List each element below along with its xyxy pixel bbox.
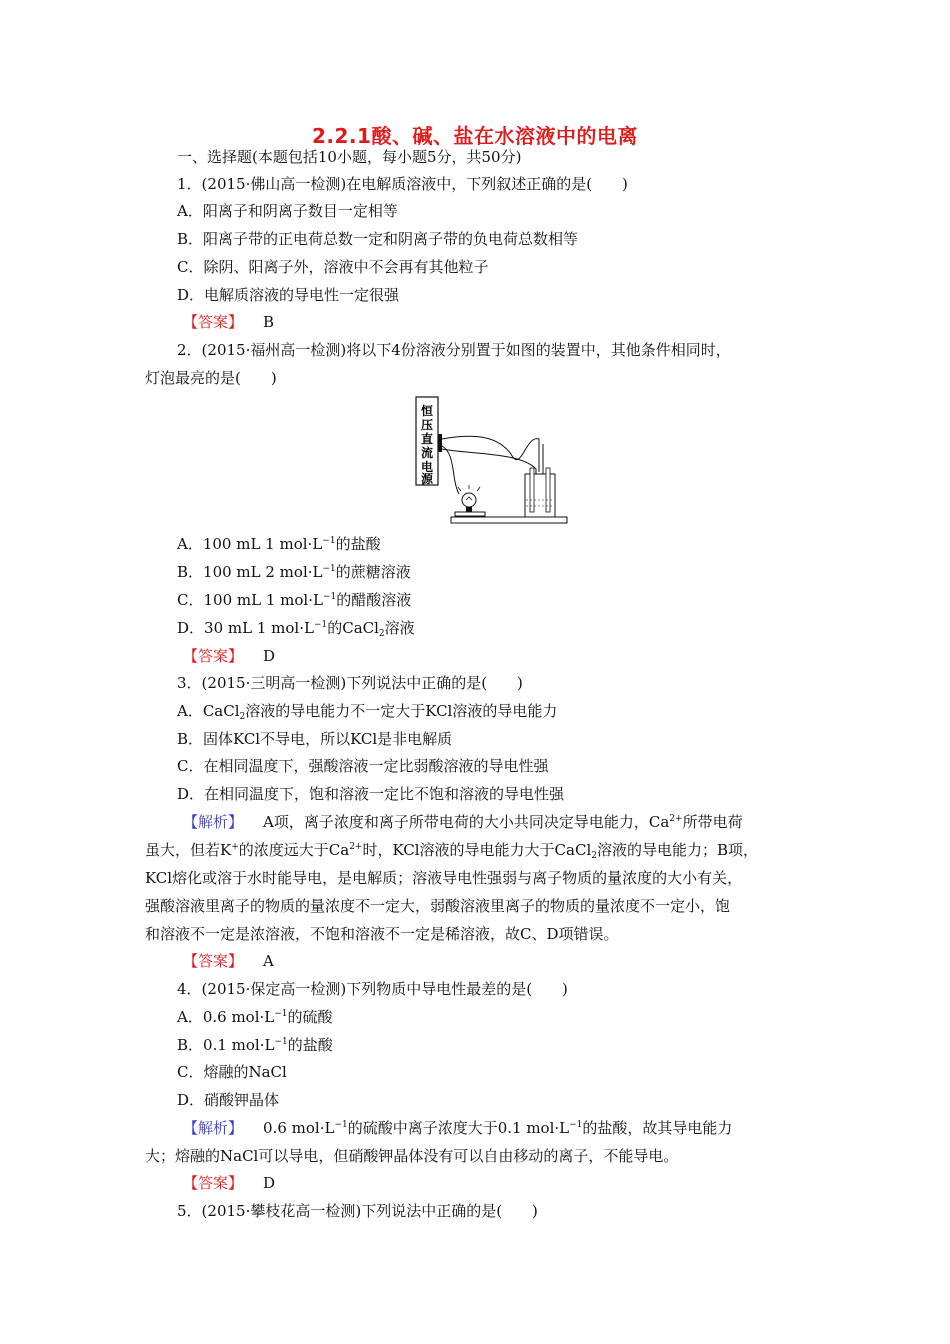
analysis-tag: 【解析】 <box>183 1119 244 1137</box>
q3-analysis-line4: 强酸溶液里离子的物质的量浓度不一定大，弱酸溶液里离子的物质的量浓度不一定小，饱 <box>145 897 731 915</box>
electrode-left <box>530 468 534 512</box>
q5-stem: 5．(2015·攀枝花高一检测)下列说法中正确的是( ) <box>177 1202 538 1220</box>
q3-stem: 3．(2015·三明高一检测)下列说法中正确的是( ) <box>177 674 523 692</box>
q3-analysis-line3: KCl熔化或溶于水时能导电，是电解质；溶液导电性强弱与离子物质的量浓度的大小有关， <box>145 869 743 887</box>
conductivity-apparatus-figure <box>411 394 571 534</box>
q1-stem: 1．(2015·佛山高一检测)在电解质溶液中，下列叙述正确的是( ) <box>177 175 628 193</box>
q2-option-c: C．100 mL 1 $mol\cdot L^{-1}$的醋酸溶液 <box>177 591 412 609</box>
power-label-5: 电 <box>420 460 434 474</box>
q2-option-b: B．100 mL 2 $mol\cdot L^{-1}$的蔗糖溶液 <box>177 563 411 581</box>
power-label-3: 直 <box>420 432 434 446</box>
analysis-tag: 【解析】 <box>183 813 244 831</box>
q1-option-b: B．阳离子带的正电荷总数一定和阴离子带的负电荷总数相等 <box>177 230 579 248</box>
q3-option-d: D．在相同温度下，饱和溶液一定比不饱和溶液的导电性强 <box>177 785 565 803</box>
q4-option-c: C．熔融的NaCl <box>177 1063 287 1081</box>
q1-option-d: D．电解质溶液的导电性一定很强 <box>177 286 400 304</box>
q1-option-c: C．除阴、阳离子外，溶液中不会再有其他粒子 <box>177 258 489 276</box>
q4-analysis-line1: 【解析】 0.6 $mol\cdot L^{-1}$的硫酸中离子浓度大于0.1 $mol\cdot L^{-1}$的盐酸，故其导电能力 <box>183 1119 733 1137</box>
q4-option-d: D．硝酸钾晶体 <box>177 1091 280 1109</box>
answer-tag: 【答案】 <box>183 647 244 665</box>
power-label-6: 源 <box>420 472 434 486</box>
q2-answer-line <box>183 645 275 667</box>
q3-option-c: C．在相同温度下，强酸溶液一定比弱酸溶液的导电性强 <box>177 757 549 775</box>
answer-tag: 【答案】 <box>183 313 244 331</box>
q1-answer-line <box>183 311 274 333</box>
q4-answer: D <box>263 1174 276 1192</box>
q2-stem-line2: 灯泡最亮的是( ) <box>145 369 277 387</box>
q2-stem-line1: 2．(2015·福州高一检测)将以下4份溶液分别置于如图的装置中，其他条件相同时， <box>177 341 731 359</box>
q3-option-a: A．CaCl$_2$溶液的导电能力不一定大于KCl溶液的导电能力 <box>177 702 558 722</box>
beaker <box>525 474 555 517</box>
q4-stem: 4．(2015·保定高一检测)下列物质中导电性最差的是( ) <box>177 980 568 998</box>
q2-option-d: D．30 mL 1 $mol\cdot L^{-1}$的CaCl$_2$溶液 <box>177 619 415 639</box>
terminal <box>438 434 442 452</box>
section-heading: 一、选择题(本题包括10小题，每小题5分，共50分) <box>177 148 522 166</box>
q4-answer-line <box>183 1172 275 1194</box>
light-bulb-icon <box>462 493 476 507</box>
q3-answer-line <box>183 950 274 972</box>
q3-answer: A <box>263 952 274 970</box>
power-label-1: 恒 <box>420 404 434 418</box>
q1-answer: B <box>263 313 275 331</box>
page-title: 2.2.1酸、碱、盐在水溶液中的电离 <box>312 124 638 148</box>
power-label-4: 流 <box>420 446 434 460</box>
answer-tag: 【答案】 <box>183 1174 244 1192</box>
base-board <box>451 517 567 523</box>
q4-analysis-line2: 大；熔融的NaCl可以导电，但硝酸钾晶体没有可以自由移动的离子，不能导电。 <box>145 1147 679 1165</box>
power-label-2: 压 <box>420 418 434 432</box>
q3-analysis-line5: 和溶液不一定是浓溶液，不饱和溶液不一定是稀溶液，故C、D项错误。 <box>145 925 619 943</box>
q4-option-a: A．0.6 $mol\cdot L^{-1}$的硫酸 <box>177 1008 333 1026</box>
q1-option-a: A．阳离子和阴离子数目一定相等 <box>177 202 398 220</box>
q3-option-b: B．固体KCl不导电，所以KCl是非电解质 <box>177 730 453 748</box>
q4-option-b: B．0.1 $mol\cdot L^{-1}$的盐酸 <box>177 1036 333 1054</box>
answer-tag: 【答案】 <box>183 952 244 970</box>
q2-answer: D <box>263 647 276 665</box>
q2-option-a: A．100 mL 1 $mol\cdot L^{-1}$的盐酸 <box>177 535 381 553</box>
electrode-right <box>546 468 550 512</box>
q3-analysis-line1: 【解析】 A项，离子浓度和离子所带电荷的大小共同决定导电能力，$Ca^{2+}$所带电荷 <box>183 813 743 831</box>
q3-analysis-line2: 虽大，但若K+的浓度远大于$Ca^{2+}$时，KCl溶液的导电能力大于CaCl$_2$溶液的导电能力；B项， <box>145 841 759 861</box>
